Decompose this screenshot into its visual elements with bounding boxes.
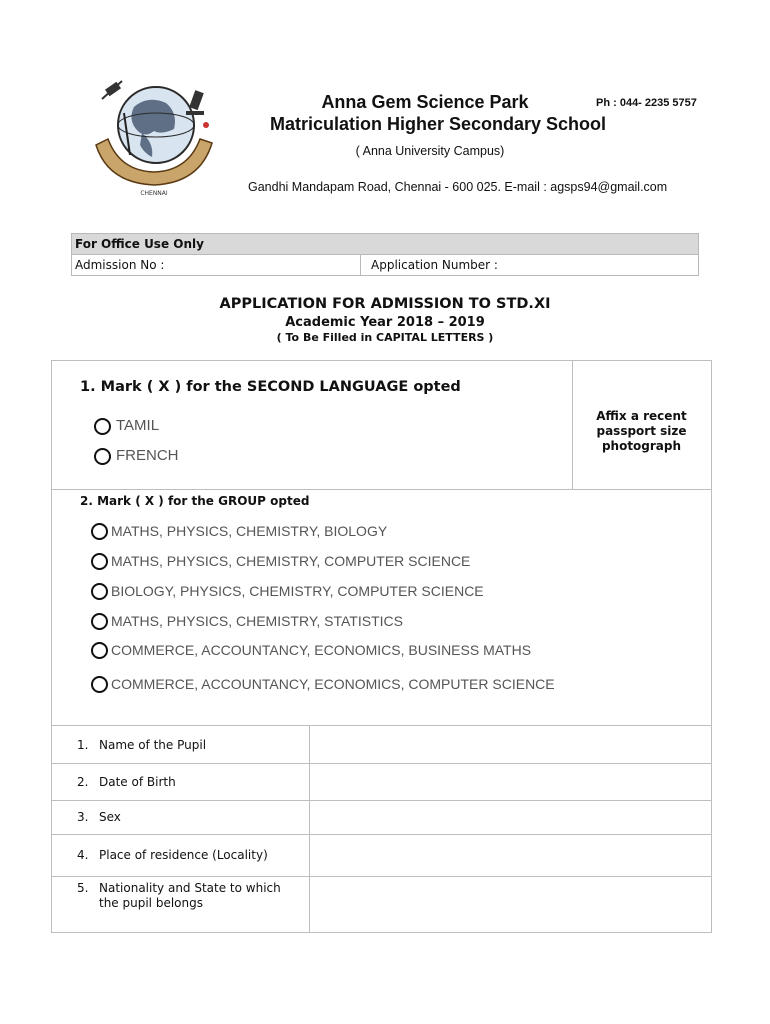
nationality-state-field[interactable] (311, 877, 710, 932)
french-option-label: FRENCH (116, 447, 179, 464)
row-label: Name of the Pupil (99, 738, 207, 752)
row-number: 3. (77, 810, 89, 824)
group-option-label: COMMERCE, ACCOUNTANCY, ECONOMICS, BUSINESS MATHS (111, 642, 532, 658)
pupil-name-field[interactable] (311, 726, 710, 763)
photo-placeholder[interactable]: Affix a recent passport size photograph (596, 409, 687, 453)
tamil-option-label: TAMIL (116, 417, 160, 434)
row-number: 2. (77, 775, 89, 789)
phone-number: Ph : 044- 2235 5757 (596, 97, 697, 109)
group-option-label: MATHS, PHYSICS, CHEMISTRY, BIOLOGY (111, 523, 388, 539)
group-option-label: COMMERCE, ACCOUNTANCY, ECONOMICS, COMPUTER SCIENCE (111, 676, 555, 692)
group-heading: 2. Mark ( X ) for the GROUP opted (80, 494, 310, 508)
french-radio[interactable] (94, 448, 111, 465)
form-title: APPLICATION FOR ADMISSION TO STD.XI (219, 296, 551, 312)
tamil-radio[interactable] (94, 418, 111, 435)
group-radio-5[interactable] (91, 642, 108, 659)
academic-year: Academic Year 2018 – 2019 (285, 315, 485, 330)
date-of-birth-field[interactable] (311, 764, 710, 800)
capital-letters-note: ( To Be Filled in CAPITAL LETTERS ) (276, 331, 494, 344)
office-use-table (71, 233, 699, 276)
group-option-label: MATHS, PHYSICS, CHEMISTRY, STATISTICS (111, 613, 403, 629)
school-name-line-2: Matriculation Higher Secondary School (269, 114, 607, 134)
row-label: Sex (99, 810, 121, 824)
group-radio-3[interactable] (91, 583, 108, 600)
admission-number-field[interactable]: Admission No : (72, 255, 361, 275)
residence-field[interactable] (311, 835, 710, 876)
second-language-heading: 1. Mark ( X ) for the SECOND LANGUAGE opted (80, 379, 461, 395)
sex-field[interactable] (311, 801, 710, 834)
svg-text:CHENNAI: CHENNAI (140, 190, 168, 195)
school-logo (88, 73, 223, 195)
row-number: 4. (77, 848, 89, 862)
row-label: Date of Birth (99, 775, 176, 789)
row-label: Place of residence (Locality) (99, 848, 268, 862)
group-radio-4[interactable] (91, 613, 108, 630)
row-label: Nationality and State to which the pupil belongs (99, 881, 281, 910)
group-radio-2[interactable] (91, 553, 108, 570)
group-option-label: MATHS, PHYSICS, CHEMISTRY, COMPUTER SCIENCE (111, 553, 471, 569)
address-line: Gandhi Mandapam Road, Chennai - 600 025. E-mail : agsps94@gmail.com (248, 180, 668, 194)
school-name-line-1: Anna Gem Science Park (321, 92, 529, 112)
campus-text: ( Anna University Campus) (355, 144, 505, 158)
group-option-label: BIOLOGY, PHYSICS, CHEMISTRY, COMPUTER SCIENCE (111, 583, 484, 599)
group-radio-1[interactable] (91, 523, 108, 540)
row-number: 5. (77, 881, 89, 895)
row-number: 1. (77, 738, 89, 752)
application-number-field[interactable]: Application Number : (371, 258, 498, 272)
group-radio-6[interactable] (91, 676, 108, 693)
office-use-heading: For Office Use Only (72, 234, 698, 255)
